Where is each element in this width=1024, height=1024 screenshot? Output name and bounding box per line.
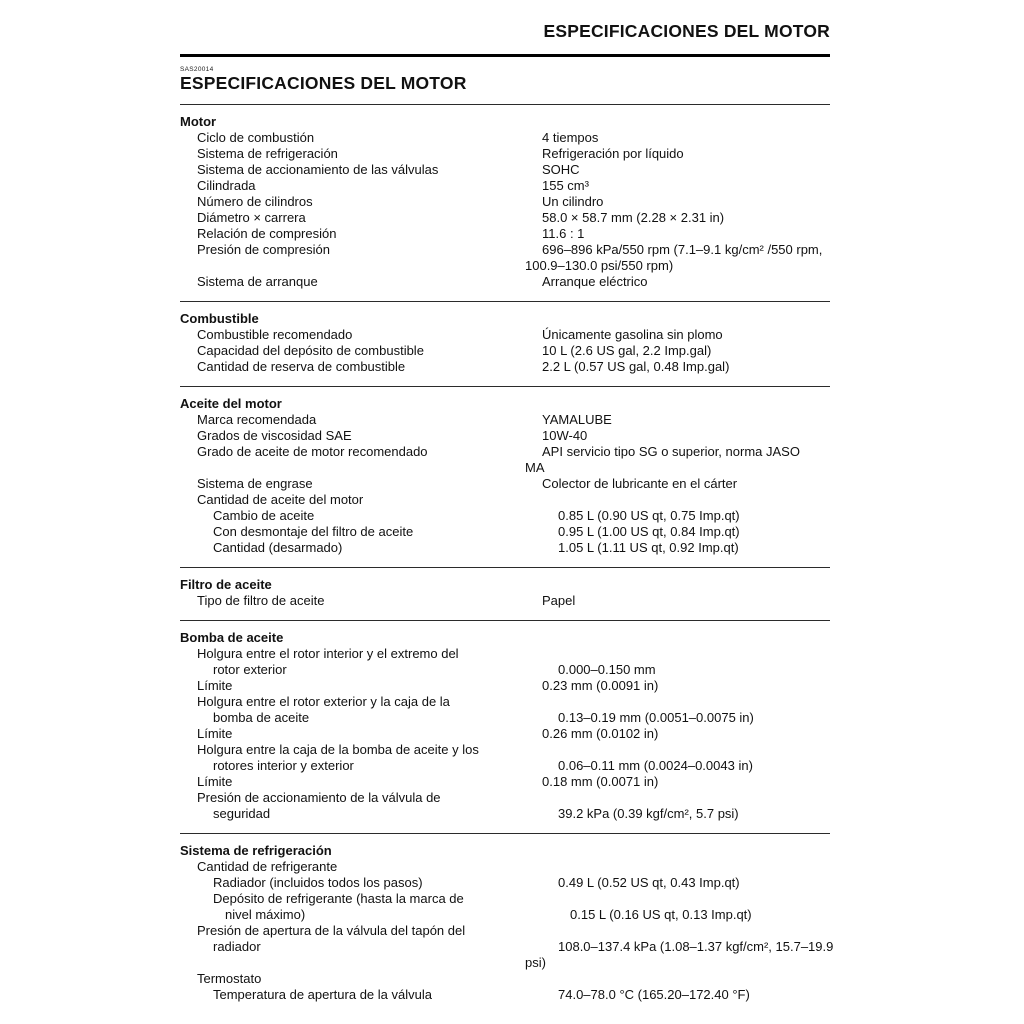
spec-value: Refrigeración por líquido (542, 146, 684, 161)
spec-row (180, 971, 830, 987)
spec-row (180, 955, 830, 971)
spec-value: 696–896 kPa/550 rpm (7.1–9.1 kg/cm² /550 rpm, (542, 242, 823, 257)
spec-value: 4 tiempos (542, 130, 599, 145)
spec-label: Depósito de refrigerante (hasta la marca de (213, 891, 464, 906)
spec-label: Número de cilindros (197, 194, 313, 209)
spec-label: Capacidad del depósito de combustible (197, 343, 424, 358)
spec-value: psi) (525, 955, 546, 970)
spec-value: 2.2 L (0.57 US gal, 0.48 Imp.gal) (542, 359, 730, 374)
spec-label: Presión de apertura de la válvula del tapón del (197, 923, 466, 938)
spec-label (180, 258, 525, 274)
spec-row (180, 130, 830, 146)
spec-row (180, 742, 830, 758)
spec-label: Grado de aceite de motor recomendado (197, 444, 428, 459)
spec-row (180, 646, 830, 662)
spec-label: radiador (213, 939, 261, 954)
spec-value: 0.85 L (0.90 US qt, 0.75 Imp.qt) (558, 508, 740, 523)
spec-row (180, 524, 830, 540)
spec-value: MA (525, 460, 545, 475)
spec-section (180, 834, 834, 1014)
spec-row (180, 359, 830, 375)
header-rule (180, 54, 830, 57)
spec-row (180, 460, 830, 476)
spec-label: Termostato (197, 971, 262, 986)
spec-row (180, 327, 830, 343)
section-heading: Motor (180, 114, 217, 129)
spec-value: 0.18 mm (0.0071 in) (542, 774, 659, 789)
spec-value: 0.95 L (1.00 US qt, 0.84 Imp.qt) (558, 524, 740, 539)
spec-row (180, 412, 830, 428)
spec-label: Combustible recomendado (197, 327, 353, 342)
spec-label: nivel máximo) (225, 907, 306, 922)
spec-label: Radiador (incluidos todos los pasos) (213, 875, 423, 890)
spec-label: Sistema de accionamiento de las válvulas (197, 162, 439, 177)
spec-row (180, 476, 830, 492)
spec-label: bomba de aceite (213, 710, 310, 725)
spec-label: Cambio de aceite (213, 508, 315, 523)
spec-label: Con desmontaje del filtro de aceite (213, 524, 414, 539)
spec-row (180, 258, 830, 274)
spec-row (180, 875, 830, 891)
spec-label: Marca recomendada (197, 412, 317, 427)
spec-row (180, 678, 830, 694)
section-heading: Filtro de aceite (180, 577, 272, 592)
spec-row (180, 162, 830, 178)
spec-label: Límite (197, 774, 233, 789)
spec-value: 0.15 L (0.16 US qt, 0.13 Imp.qt) (570, 907, 752, 922)
spec-label: Tipo de filtro de aceite (197, 593, 325, 608)
spec-row (180, 694, 830, 710)
spec-label: Holgura entre el rotor exterior y la caja de la (197, 694, 450, 709)
spec-section (180, 568, 830, 621)
spec-label: Temperatura de apertura de la válvula (213, 987, 432, 1002)
spec-value: 0.06–0.11 mm (0.0024–0.0043 in) (558, 758, 753, 773)
spec-label: Cantidad de reserva de combustible (197, 359, 406, 374)
spec-sections (180, 105, 834, 1014)
spec-value: 0.13–0.19 mm (0.0051–0.0075 in) (558, 710, 754, 725)
spec-label: seguridad (213, 806, 271, 821)
spec-label: Sistema de arranque (197, 274, 318, 289)
section-heading: Bomba de aceite (180, 630, 284, 645)
page-title: ESPECIFICACIONES DEL MOTOR (180, 73, 467, 93)
spec-value: 74.0–78.0 °C (165.20–172.40 °F) (558, 987, 750, 1002)
spec-value: Únicamente gasolina sin plomo (542, 327, 723, 342)
spec-value: 1.05 L (1.11 US qt, 0.92 Imp.qt) (558, 540, 739, 555)
spec-row (180, 806, 830, 822)
spec-row (180, 859, 830, 875)
spec-label: Relación de compresión (197, 226, 337, 241)
section-heading: Sistema de refrigeración (180, 843, 332, 858)
spec-value: SOHC (542, 162, 580, 177)
spec-value: 0.26 mm (0.0102 in) (542, 726, 659, 741)
spec-row (180, 710, 830, 726)
spec-value: 10W-40 (542, 428, 588, 443)
spec-section (180, 302, 830, 387)
spec-row (180, 774, 830, 790)
spec-label: Límite (197, 726, 233, 741)
spec-label (180, 955, 525, 971)
spec-value: Arranque eléctrico (542, 274, 648, 289)
spec-value: YAMALUBE (542, 412, 612, 427)
spec-label: Grados de viscosidad SAE (197, 428, 352, 443)
spec-value: Colector de lubricante en el cárter (542, 476, 738, 491)
spec-value: 0.000–0.150 mm (558, 662, 656, 677)
spec-label: Holgura entre el rotor interior y el extremo del (197, 646, 459, 661)
spec-row (180, 226, 830, 242)
spec-row (180, 178, 830, 194)
spec-section (180, 387, 830, 568)
running-header-title: ESPECIFICACIONES DEL MOTOR (543, 21, 830, 41)
spec-row (180, 428, 830, 444)
spec-row (180, 891, 830, 907)
spec-value: 0.49 L (0.52 US qt, 0.43 Imp.qt) (558, 875, 740, 890)
spec-label: Cilindrada (197, 178, 256, 193)
spec-label: Sistema de engrase (197, 476, 313, 491)
spec-value: Un cilindro (542, 194, 604, 209)
page-content (180, 0, 834, 1014)
spec-section (180, 105, 830, 302)
spec-label: rotores interior y exterior (213, 758, 354, 773)
spec-row (180, 939, 834, 955)
spec-label: Cantidad de refrigerante (197, 859, 338, 874)
spec-row (180, 274, 830, 290)
spec-value: API servicio tipo SG o superior, norma JASO (542, 444, 800, 459)
spec-value: 10 L (2.6 US gal, 2.2 Imp.gal) (542, 343, 712, 358)
spec-row (180, 540, 830, 556)
spec-label: Cantidad (desarmado) (213, 540, 343, 555)
spec-value: Papel (542, 593, 576, 608)
spec-label: Diámetro × carrera (197, 210, 306, 225)
spec-value: 108.0–137.4 kPa (1.08–1.37 kgf/cm², 15.7–19.9 (558, 939, 834, 954)
spec-row (180, 343, 830, 359)
spec-row (180, 758, 830, 774)
spec-value: 11.6 : 1 (542, 226, 585, 241)
spec-row (180, 790, 830, 806)
spec-row (180, 444, 830, 460)
spec-label: Holgura entre la caja de la bomba de aceite y los (197, 742, 479, 757)
spec-value: 39.2 kPa (0.39 kgf/cm², 5.7 psi) (558, 806, 739, 821)
spec-row (180, 242, 830, 258)
spec-row (180, 907, 830, 923)
spec-row (180, 210, 830, 226)
spec-row (180, 987, 830, 1003)
spec-value: 155 cm³ (542, 178, 589, 193)
section-heading: Aceite del motor (180, 396, 282, 411)
spec-row (180, 492, 830, 508)
spec-row (180, 593, 830, 609)
spec-row (180, 923, 830, 939)
spec-value: 100.9–130.0 psi/550 rpm) (525, 258, 674, 273)
spec-label: Límite (197, 678, 233, 693)
spec-label: Presión de compresión (197, 242, 330, 257)
spec-label: Presión de accionamiento de la válvula de (197, 790, 441, 805)
doc-code: SAS20014 (180, 66, 214, 73)
section-heading: Combustible (180, 311, 259, 326)
spec-row (180, 194, 830, 210)
spec-label: rotor exterior (213, 662, 287, 677)
spec-label: Cantidad de aceite del motor (197, 492, 364, 507)
spec-label (180, 460, 525, 476)
spec-section (180, 621, 830, 834)
spec-row (180, 508, 830, 524)
spec-label: Sistema de refrigeración (197, 146, 338, 161)
spec-value: 0.23 mm (0.0091 in) (542, 678, 659, 693)
spec-value: 58.0 × 58.7 mm (2.28 × 2.31 in) (542, 210, 725, 225)
spec-row (180, 726, 830, 742)
spec-row (180, 146, 830, 162)
spec-label: Ciclo de combustión (197, 130, 315, 145)
spec-row (180, 662, 830, 678)
